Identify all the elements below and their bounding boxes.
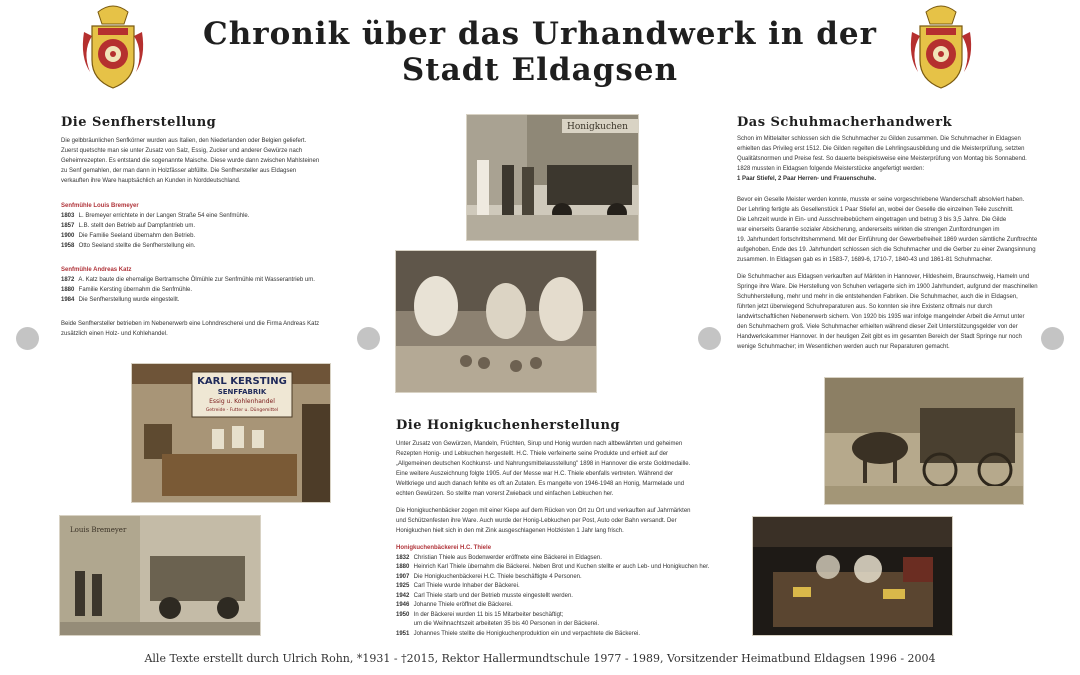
timeline-entry: 1942 Carl Thiele starb und der Betrieb musste eingestellt werden. bbox=[396, 592, 573, 599]
senf-closing bbox=[61, 319, 319, 339]
text-line: Die Schuhmacher aus Eldagsen verkauften auf Märkten in Hannover, Hildesheim, Braunschweig, Hameln und bbox=[737, 274, 1030, 280]
honig-bakery-timeline bbox=[396, 544, 709, 639]
text-line: Die gelbbräunlichen Senfkörner wurden aus Italien, den Niederlanden oder Belgien geliefert. bbox=[61, 138, 307, 144]
text-line: den Schuhmachern groß. Viele Schuhmacher erhielten während dieser Zeit Unterstützungsgelder von der bbox=[737, 324, 1018, 330]
shop-sign-line4: Getreide - Futter u. Düngemittel bbox=[205, 408, 279, 413]
timeline-entry: 1872 A. Katz baute die ehemalige Bertramsche Ölmühle zur Senfmühle mit Wasserantrieb um. bbox=[61, 277, 315, 283]
text-line: verkauften ihre Ware hauptsächlich an Kunden in Norddeutschland. bbox=[61, 178, 241, 184]
text-line: Unter Zusatz von Gewürzen, Mandeln, Früchten, Sirup und Honig wurden nach altbewährten und geheimen bbox=[396, 441, 683, 447]
shop-sign-line1: KARL KERSTING bbox=[197, 376, 287, 387]
subheading: Senfmühle Louis Bremeyer bbox=[61, 203, 139, 209]
text-line: wenige Schuhmacher; im Wesentlichen werden auch nur Reparaturen gemacht. bbox=[737, 344, 950, 350]
text-line: Honigkuchen hielt sich in den mit Zink ausgeschlagenen Holzkisten 1 Jahr lang frisch. bbox=[396, 528, 624, 534]
photo-kersting-museum bbox=[132, 364, 330, 502]
timeline-entry: 1951 Johannes Thiele stellte die Honigkuchenproduktion ein und verpachtete die Bäckerei. bbox=[396, 630, 641, 637]
honig-intro bbox=[396, 439, 690, 499]
text-line: Handwerkskammer Hannover. In der heutigen Zeit gibt es im gesamten Bereich der Stadt Springe nur noch bbox=[737, 334, 1022, 340]
text-line: Qualitätsnormen und Preise fest. So dauerte beispielsweise eine Meisterprüfung von Montag bis Sonnabend. bbox=[737, 156, 1027, 162]
schuh-para2 bbox=[737, 195, 1037, 265]
text-line: führten jetzt überwiegend Schuhreparaturen aus. So konnten sie ihre Existenz oftmals nur durch bbox=[737, 304, 993, 310]
text-line: Schuhherstellung, mehr und mehr in die entstehenden Fabriken. Die Schuhmacher, auch die in Eldagsen, bbox=[737, 294, 1018, 300]
text-line: 19. Jahrhundert fortschrittshemmend. Mit der Einführung der Gewerbefreiheit 1869 wurden sämtliche Zunftrechte bbox=[737, 237, 1038, 243]
text-line: Springe ihre Ware. Die Herstellung von Schuhen verlagerte sich im 1900 Jahrhundert, aufgrund der maschinellen bbox=[737, 284, 1038, 290]
text-line: „Allgemeinen deutschen Kochkunst- und Nahrungsmittelausstellung" 1898 in Hannover die erste Goldmedaille. bbox=[396, 461, 691, 467]
text-line: und Schützenfesten ihre Ware. Auch wurde der Honig-Lebkuchen per Post, Auto oder Bahn versandt. Der bbox=[396, 518, 677, 524]
text-line: zusammen. In Eldagsen gab es in 1583-7, 1689-6, 1710-7, 1840-43 und 1861-81 Schuhmacher. bbox=[737, 257, 993, 263]
text-line: Die Lehrzeit wurde in Ein- und Ausschreibebüchern eingetragen und betrug 3 bis 3,5 Jahre. Die Gilde bbox=[737, 217, 1007, 223]
text-line: Zuerst quetschte man sie unter Zusatz von Salz, Essig, Zucker und anderer Gewürze nach bbox=[61, 148, 303, 154]
text-line: 1828 mussten in Eldagsen folgende Meisterstücke angefertigt werden: bbox=[737, 166, 925, 172]
footer-credit: Alle Texte erstellt durch Ulrich Rohn, *1931 - †2015, Rektor Hallermundtschule 1977 - 1989, Vorsitzender Heimatbund Eldagsen 1996 - 2004 bbox=[144, 652, 936, 665]
shop-sign-line2: SENFFABRIK bbox=[217, 388, 267, 396]
text-line: landwirtschaftlichen Nebenerwerb sichern. Von 1920 bis 1935 war infolge mangelnder Arbeit die Armut unter bbox=[737, 314, 1025, 320]
mount-dot bbox=[1041, 327, 1064, 350]
schuh-para3 bbox=[737, 272, 1038, 352]
subheading: Senfmühle Andreas Katz bbox=[61, 267, 132, 273]
timeline-entry: 1984 Die Senfherstellung wurde eingestellt. bbox=[61, 297, 180, 303]
timeline-entry: 1857 L.B. stellt den Betrieb auf Dampfantrieb um. bbox=[61, 223, 196, 229]
text-line: war einerseits Garantie sozialer Absicherung, andererseits wirkten die strengen Zunftordnungen im bbox=[737, 227, 1000, 233]
text-line: Weltkriege und auch danach fehlte es oft an Zutaten. Es mangelte von 1946-1948 an Honig, Marmelade und bbox=[396, 481, 685, 487]
photo-horse-cart bbox=[825, 378, 1023, 504]
timeline-entry: 1907 Die Honigkuchenbäckerei H.C. Thiele beschäftigte 4 Personen. bbox=[396, 573, 582, 580]
senf-mill2 bbox=[61, 265, 315, 305]
truck-sign-text: Louis Bremeyer bbox=[70, 526, 127, 534]
text-line: aufgehoben. Ende des 19. Jahrhundert schlossen sich die Schuhmacher und die Gerber zu einer Zwangsinnung bbox=[737, 247, 1036, 253]
mount-dot bbox=[698, 327, 721, 350]
photo-shoemaker-workshop bbox=[753, 517, 952, 635]
timeline-entry: 1925 Carl Thiele wurde Inhaber der Bäckerei. bbox=[396, 583, 520, 589]
photo-bakers-working bbox=[396, 251, 596, 392]
text-line: Die Honigkuchenbäcker zogen mit einer Kiepe auf dem Rücken von Ort zu Ort und verkauften auf Jahrmärkten bbox=[396, 508, 691, 514]
text-line: zu Senf gemahlen, der man dann in Holzfässer abfüllte. Die Senfhersteller aus Eldagsen bbox=[61, 168, 297, 174]
text-line: Beide Senfhersteller betrieben im Nebenerwerb eine Lohndrescherei und die Firma Andreas Katz bbox=[61, 321, 320, 327]
text-line: Rezepten Honig- und Lebkuchen hergestellt. H.C. Thiele verfeinerte seine Produkte und erhielt auf der bbox=[396, 451, 669, 457]
coat-of-arms-left bbox=[78, 2, 148, 92]
timeline-entry: 1958 Otto Seeland stellte die Senfherstellung ein. bbox=[61, 243, 196, 249]
timeline-entry: 1950 In der Bäckerei wurden 11 bis 15 Mitarbeiter beschäftigt; bbox=[396, 611, 564, 618]
honig-heading: Die Honigkuchenherstellung bbox=[396, 418, 621, 433]
timeline-entry: 1880 Heinrich Karl Thiele übernahm die Bäckerei. Neben Brot und Kuchen stellte er auch Leb- und Honigkuchen her. bbox=[396, 564, 710, 570]
senf-mill1 bbox=[61, 201, 249, 251]
shop-sign-line3: Essig u. Kohlenhandel bbox=[209, 398, 275, 405]
text-line: Der Lehrling fertigte als Gesellenstück 1 Paar Stiefel an, wobei der Geselle die einzelnen Teile zuschnitt. bbox=[737, 207, 1014, 213]
timeline-entry: 1946 Johanne Thiele eröffnet die Bäckerei. bbox=[396, 602, 513, 608]
schuh-para1 bbox=[737, 134, 1027, 184]
text-line: 1 Paar Stiefel, 2 Paar Herren- und Frauenschuhe. bbox=[737, 176, 877, 182]
photo-bremeyer-truck bbox=[60, 516, 260, 635]
timeline-entry: um die Weihnachtszeit arbeiteten 35 bis 40 Personen in der Bäckerei. bbox=[413, 621, 600, 627]
mount-dot bbox=[357, 327, 380, 350]
schuh-heading: Das Schuhmacherhandwerk bbox=[737, 115, 953, 130]
subheading: Honigkuchenbäckerei H.C. Thiele bbox=[396, 545, 492, 551]
timeline-entry: 1803 L. Bremeyer errichtete in der Langen Straße 54 eine Senfmühle. bbox=[61, 213, 250, 219]
senf-heading: Die Senfherstellung bbox=[61, 115, 217, 130]
text-line: Eine weitere Auszeichnung folgte 1905. Auf der Messe war H.C. Thiele ebenfalls vertreten. Während der bbox=[396, 471, 674, 477]
timeline-entry: 1900 Die Familie Seeland übernahm den Betrieb. bbox=[61, 233, 196, 239]
text-line: Geheimrezepten. Es entstand die sogenannte Maische. Diese wurde dann zwischen Mahlsteinen bbox=[61, 158, 320, 164]
text-line: zusätzlich einen Holz- und Kohlehandel. bbox=[61, 331, 168, 337]
timeline-entry: 1880 Familie Kersting übernahm die Senfmühle. bbox=[61, 287, 193, 293]
text-line: erhielten das Privileg erst 1512. Die Gilden regelten die Lehrlingsausbildung und die Meisterprüfung, setzten bbox=[737, 146, 1025, 152]
facade-sign-text: Honigkuchen bbox=[567, 122, 628, 132]
mount-dot bbox=[16, 327, 39, 350]
page-title: Chronik über das Urhandwerk in der Stadt Eldagsen bbox=[203, 16, 877, 88]
photo-bakery-facade bbox=[467, 115, 638, 240]
honig-para2 bbox=[396, 506, 691, 536]
timeline-entry: 1832 Christian Thiele aus Bodenwerder eröffnete eine Bäckerei in Eldagsen. bbox=[396, 554, 602, 561]
text-line: Schon im Mittelalter schlossen sich die Schuhmacher zu Gilden zusammen. Die Schuhmacher in Eldagsen bbox=[737, 136, 1021, 142]
senf-intro bbox=[61, 136, 319, 186]
text-line: Bevor ein Geselle Meister werden konnte, musste er seine vorgeschriebene Wanderschaft absolviert haben. bbox=[737, 197, 1025, 203]
text-line: echten Gewürzen. So stellte man vorerst Zwieback und einfachen Lebkuchen her. bbox=[396, 491, 614, 497]
